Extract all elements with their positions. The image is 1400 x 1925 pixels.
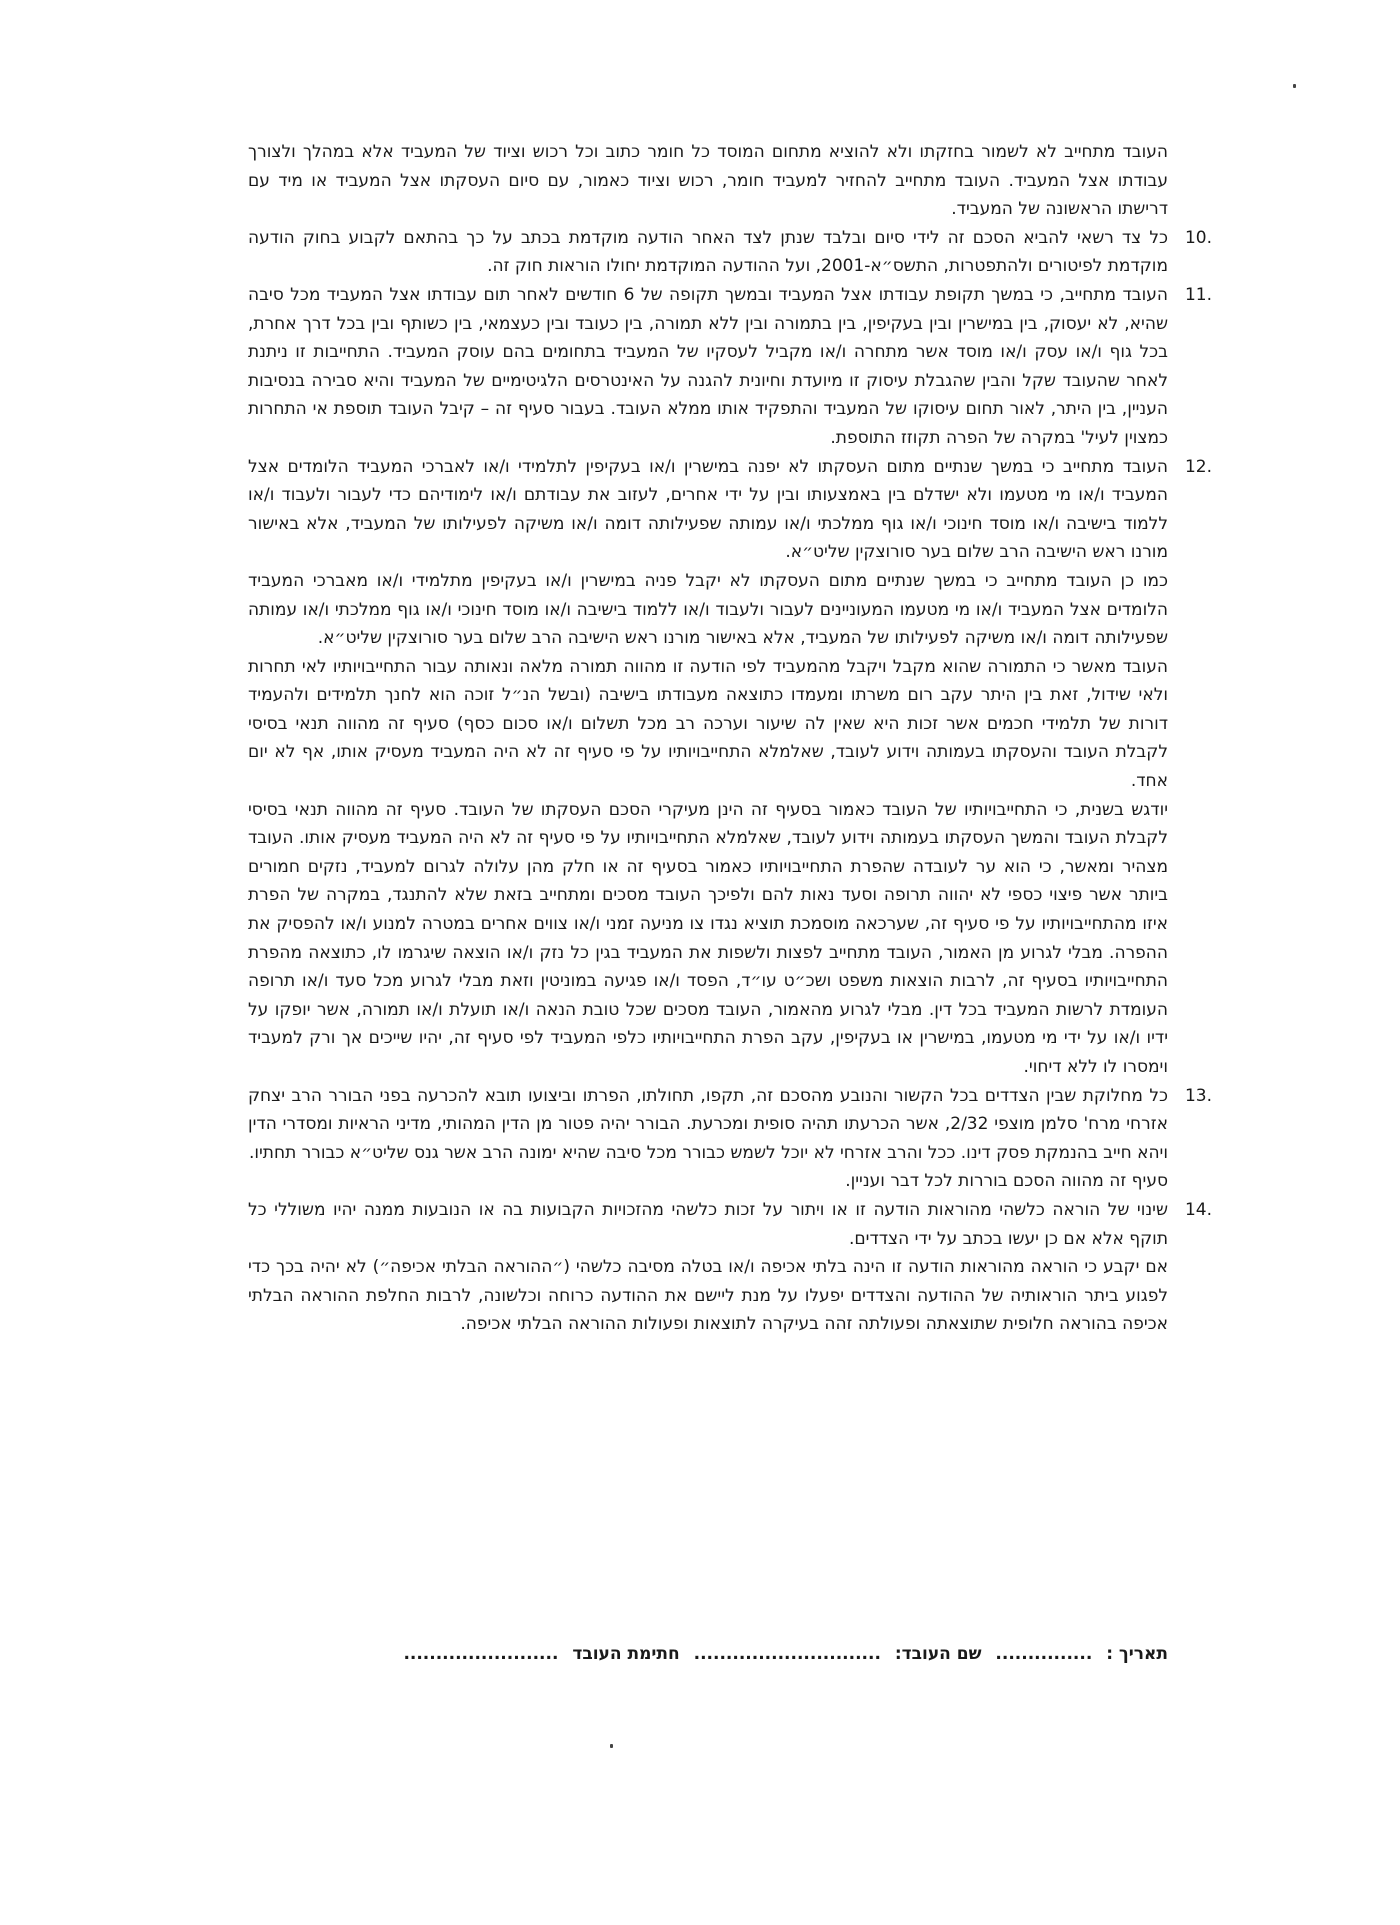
contract-body — [248, 138, 1212, 1339]
clause-number: 14. — [1184, 1199, 1212, 1220]
clause-paragraph: סעיף זה מהווה הסכם בוררות לכל דבר ועניין. — [845, 1171, 1168, 1192]
signature-line — [248, 1644, 1168, 1664]
clause-paragraph: יודגש בשנית, כי התחייבויותיו של העובד כאמור בסעיף זה הינן מעיקרי הסכם העסקתו של העובד. סעיף זה מהווה תנאי בסיסי לקבלת העובד והמשך העסקתו בעמותה וידוע לעובד, שאלמלא התחייבויותיו על פי סעיף זה לא היה המעביד מעסיק אותו. העובד מצהיר ומאשר, כי הוא ער לעובדה שהפרת התחייבויותיו כאמור בסעיף זה או חלק מהן עלולה לגרום למעביד, נזקים חמורים ביותר אשר פיצוי כספי לא יהווה תרופה וסעד נאות להם ולפיכך העובד מסכים ומתחייב בזאת שלא להתנגד, במקרה של הפרת איזו מהתחייבויותיו על פי סעיף זה, שערכאה מוסמכת תוציא נגדו צו מניעה זמני ו/או צווים אחרים במטרה למנוע ו/או להפסיק את ההפרה. מבלי לגרוע מן האמור, העובד מתחייב לפצות ולשפות את המעביד בגין כל נזק ו/או הוצאה שיגרמו לו, כתוצאה מהפרת התחייבויותיו בסעיף זה, לרבות הוצאות משפט ושכ״ט עו״ד, הפסד ו/או פגיעה במוניטין וזאת מבלי לגרוע מכל סעד ו/או תרופה העומדת לרשות המעביד בכל דין. מבלי לגרוע מהאמור, העובד מסכים שכל טובת הנאה ו/או תועלת ו/או תמורה, אשר יופקו על ידיו ו/או על ידי מי מטעמו, במישרין או בעקיפין, עקב הפרת התחייבויותיו כלפי המעביד לפי סעיף זה, יהיו שייכים אך ורק למעביד וימסרו לו ללא דיחוי. — [248, 799, 1168, 1077]
employee-name-field[interactable]: ............................. — [693, 1644, 881, 1664]
clause-13 — [248, 1082, 1212, 1196]
scan-speck — [610, 1744, 613, 1748]
employee-name-label: שם העובד: — [894, 1644, 982, 1664]
clause-14 — [248, 1196, 1212, 1339]
clause-11 — [248, 281, 1212, 453]
clause-paragraph: העובד מתחייב, כי במשך תקופת עבודתו אצל המעביד ובמשך תקופה של 6 חודשים לאחר תום עבודתו אצל המעביד מכל סיבה שהיא, לא יעסוק, בין במישרין ובין בעקיפין, בין בתמורה ובין ללא תמורה, בין כעובד ובין כעצמאי, בין כשותף ובין בכל דרך אחרת, בכל גוף ו/או עסק ו/או מוסד אשר מתחרה ו/או מקביל לעסקיו של המעביד בתחומים בהם עוסק המעביד. התחייבות זו ניתנת לאחר שהעובד שקל והבין שהגבלת עיסוק זו מיועדת וחיונית להגנה על האינטרסים הלגיטימיים של המעביד והיא סבירה בנסיבות העניין, בין היתר, לאור תחום עיסוקו של המעביד והתפקיד אותו ממלא העובד. בעבור סעיף זה – קיבל העובד תוספת אי התחרות כמצוין לעיל' במקרה של הפרה תקוזז התוספת. — [248, 284, 1168, 448]
clause-number: 12. — [1184, 456, 1212, 477]
clause-paragraph: העובד מאשר כי התמורה שהוא מקבל ויקבל מהמעביד לפי הודעה זו מהווה תמורה מלאה ונאותה עבור התחייבויותיו לאי תחרות ולאי שידול, זאת בין היתר עקב רום משרתו ומעמדו כתוצאה מעבודתו בישיבה (ובשל הנ״ל זוכה הוא לחנך תלמידים ולהעמיד דורות של תלמידי חכמים אשר זכות היא שאין לה שיעור וערכה רב מכל תשלום ו/או סכום כסף) סעיף זה מהווה תנאי בסיסי לקבלת העובד והעסקתו בעמותה וידוע לעובד, שאלמלא התחייבויותיו על פי סעיף זה לא היה המעביד מעסיק אותו, אף לא יום אחד. — [248, 656, 1168, 792]
employee-signature-label: חתימת העובד — [572, 1644, 680, 1664]
employee-signature-field[interactable]: ........................ — [403, 1644, 559, 1664]
clause-paragraph: שינוי של הוראה כלשהי מהוראות הודעה זו או ויתור על זכות כלשהי מהזכויות הקבועות בה או הנובעות ממנה יהיו משוללי כל תוקף אלא אם כן יעשו בכתב על ידי הצדדים. — [248, 1199, 1168, 1249]
clause-paragraph: כל צד רשאי להביא הסכם זה לידי סיום ובלבד שנתן לצד האחר הודעה מוקדמת בכתב על כך בהתאם לקבוע בחוק הודעה מוקדמת לפיטורים ולהתפטרות, התשס״א-2001, ועל ההודעה המוקדמת יחולו הוראות חוק זה. — [248, 227, 1168, 277]
date-label: תאריך : — [1106, 1644, 1168, 1664]
clause-10 — [248, 224, 1212, 281]
intro-paragraph: העובד מתחייב לא לשמור בחזקתו ולא להוציא מתחום המוסד כל חומר כתוב וכל רכוש וציוד של המעביד אלא במהלך ולצורך עבודתו אצל המעביד. העובד מתחייב להחזיר למעביד חומר, רכוש וציוד כאמור, עם סיום העסקתו אצל המעביד או מיד עם דרישתו הראשונה של המעביד. — [248, 142, 1168, 220]
date-field[interactable]: ............... — [995, 1644, 1093, 1664]
clause-paragraph: כמו כן העובד מתחייב כי במשך שנתיים מתום העסקתו לא יקבל פניה במישרין ו/או בעקיפין מתלמידי ו/או מאברכי המעביד הלומדים אצל המעביד ו/או מי מטעמו המעוניינים לעבור ולעבוד ו/או ללמוד בישיבה ו/או מוסד חינוכי ו/או גוף ממלכתי ו/או עמותה שפעילותה דומה ו/או משיקה לפעילותו של המעביד, אלא באישור מורנו ראש הישיבה הרב שלום בער סורוצקין שליט״א. — [248, 570, 1168, 649]
clause-number: 13. — [1184, 1085, 1212, 1106]
clause-number: 11. — [1184, 284, 1212, 305]
clause-paragraph: כל מחלוקת שבין הצדדים בכל הקשור והנובע מהסכם זה, תקפו, תחולתו, הפרתו וביצועו תובא להכרעה בפני הבורר הרב יצחק אזרחי מרח' סלמן מוצפי 2/32, אשר הכרעתו תהיה סופית ומכרעת. הבורר יהיה פטור מן הדין המהותי, מדיני הראיות ומסדרי הדין ויהא חייב בהנמקת פסק דינו. ככל והרב אזרחי לא יוכל לשמש כבורר מכל סיבה שהיא ימונה הרב אשר גנס שליט״א כבורר תחתיו. — [248, 1085, 1168, 1163]
clause-paragraph: העובד מתחייב כי במשך שנתיים מתום העסקתו לא יפנה במישרין ו/או בעקיפין לתלמידי ו/או לאברכי המעביד הלומדים אצל המעביד ו/או מי מטעמו ולא ישדלם בין באמצעותו ובין על ידי אחרים, לעזוב את עבודתם ו/או לימודיהם כדי לעבור ולעבוד ו/או ללמוד בישיבה ו/או מוסד חינוכי ו/או גוף ממלכתי ו/או עמותה שפעילותה דומה ו/או משיקה לפעילותו של המעביד, אלא באישור מורנו ראש הישיבה הרב שלום בער סורוצקין שליט״א. — [248, 456, 1168, 563]
clause-number: 10. — [1184, 227, 1212, 248]
clause-paragraph: אם יקבע כי הוראה מהוראות הודעה זו הינה בלתי אכיפה ו/או בטלה מסיבה כלשהי (״ההוראה הבלתי אכיפה״) לא יהיה בכך כדי לפגוע ביתר הוראותיה של ההודעה והצדדים יפעלו על מנת ליישם את ההודעה כרוחה וכלשונה, לרבות החלפת ההוראה הבלתי אכיפה בהוראה חלופית שתוצאתה ופעולתה זהה בעיקרה לתוצאות ופעולות ההוראה הבלתי אכיפה. — [248, 1257, 1168, 1335]
clause-12 — [248, 453, 1212, 1082]
scan-speck — [1293, 84, 1296, 88]
